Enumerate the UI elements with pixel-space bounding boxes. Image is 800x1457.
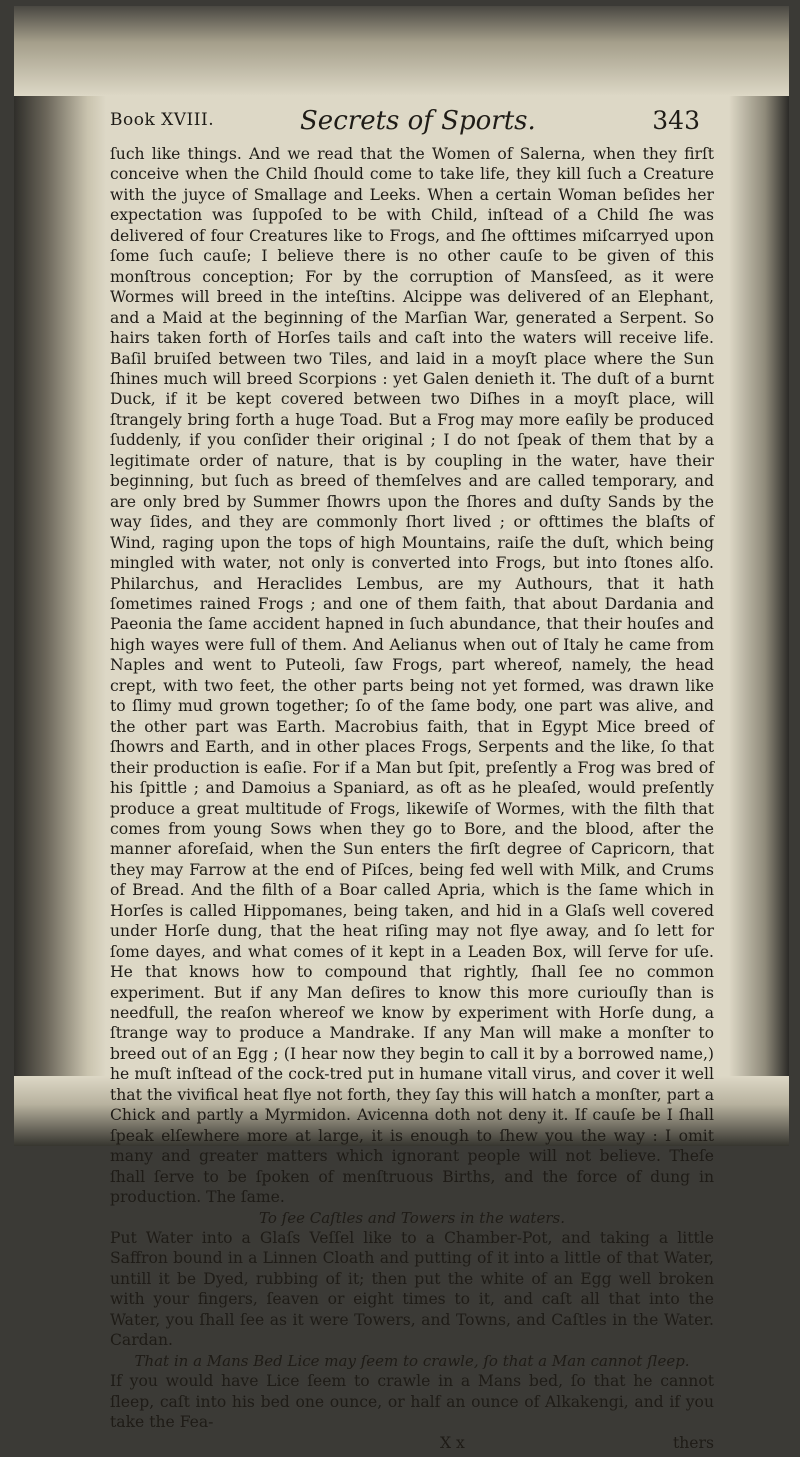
page-gutter-shadow (14, 6, 106, 1146)
running-title: Secrets of Sports. (300, 106, 536, 136)
catchword: thers (673, 1433, 714, 1452)
page-right-edge (729, 6, 789, 1146)
section-heading-castles: To ſee Caſtles and Towers in the waters. (259, 1208, 565, 1227)
page-footer (110, 1433, 714, 1457)
signature-mark: X x (440, 1433, 465, 1452)
section-heading-lice: That in a Mans Bed Lice may ſeem to crawle, ſo that a Man cannot ſleep. (134, 1351, 690, 1370)
body-text (110, 144, 714, 1457)
book-number: Book XVIII. (110, 110, 215, 130)
book-page (14, 6, 789, 1452)
paragraph-castles: Put Water into a Glaſs Veſſel like to a Chamber-Pot, and taking a little Saffron bound in a Linnen Cloath and putting of it into a little of that Water, untill it be Dyed, rubbing of it; then put the white of an Egg well broken with your fingers, ſeaven or eight times to it, and caſt all that into the Water, you ſhall ſee as it were Towers, and Towns, and Caſtles in the Water. Cardan. (110, 1229, 714, 1350)
running-head (110, 106, 700, 136)
paragraph-lice: If you would have Lice ſeem to crawle in a Mans bed, ſo that he cannot ſleep, caſt into his bed one ounce, or half an ounce of Alkakengi, and if you take the Fea- (110, 1372, 714, 1432)
page-number: 343 (652, 106, 700, 135)
page-top-edge (14, 6, 789, 96)
paragraph-main: ſuch like things. And we read that the Women of Salerna, when they firſt conceive when the Child ſhould come to take life, they kill ſuch a Creature with the juyce of Smallage and Leeks. When a certain Woman beſides her expectation was ſuppoſed to be with Child, inſtead of a Child ſhe was delivered of four Creatures like to Frogs, and ſhe ofttimes miſcarryed upon ſome ſuch cauſe; I believe there is no other cauſe to be given of this monſtrous conception; For by the corruption of Mansſeed, as it were Wormes will breed in the inteſtins. Alcippe was delivered of an Elephant, and a Maid at the beginning of the Marſian War, generated a Serpent. So hairs taken forth of Horſes tails and caſt into the waters will receive life. Baſil bruiſed between two Tiles, and laid in a moyſt place where the Sun ſhines much will breed Scorpions : yet Galen denieth it. The duſt of a burnt Duck, if it be kept covered between two Diſhes in a moyſt place, will ſtrangely bring forth a huge Toad. But a Frog may more eaſily be produced ſuddenly, if you conſider their original ; I do not ſpeak of them that by a legitimate order of nature, that is by coupling in the water, have their beginning, but ſuch as breed of themſelves and are called temporary, and are only bred by Summer ſhowrs upon the ſhores and duſty Sands by the way ſides, and they are commonly ſhort lived ; or ofttimes the blaſts of Wind, raging upon the tops of high Mountains, raiſe the duſt, which being mingled with water, not only is converted into Frogs, but into ſtones alſo. Philarchus, and Heraclides Lembus, are my Authours, that it hath ſometimes rained Frogs ; and one of them faith, that about Dardania and Paeonia the ſame accident hapned in ſuch abundance, that their houſes and high wayes were full of them. And Aelianus when out of Italy he came from Naples and went to Puteoli, ſaw Frogs, part whereof, namely, the head crept, with two feet, the other parts being not yet formed, was drawn like to ſlimy mud grown together; ſo of the ſame body, one part was alive, and the other part was Earth. Macrobius faith, that in Egypt Mice breed of ſhowrs and Earth, and in other places Frogs, Serpents and the like, ſo that their production is eaſie. For if a Man but ſpit, preſently a Frog was bred of his ſpittle ; and Damoius a Spaniard, as oft as he pleaſed, would preſently produce a great multitude of Frogs, likewiſe of Wormes, with the filth that comes from young Sows when they go to Bore, and the blood, after the manner aforeſaid, when the Sun enters the firſt degree of Capricorn, that they may Farrow at the end of Piſces, being fed well with Milk, and Crums of Bread. And the filth of a Boar called Apria, which is the ſame which in Horſes is called Hippomanes, being taken, and hid in a Glaſs well covered under Horſe dung, that the heat riſing may not flye away, and ſo lett for ſome dayes, and what comes of it kept in a Leaden Box, will ſerve for uſe. He that knows how to compound that rightly, ſhall ſee no common experiment. But if any Man deſires to know this more curiouſly than is needfull, the reaſon whereof we know by experiment with Horſe dung, a ſtrange way to produce a Mandrake. If any Man will make a monſter to breed out of an Egg ; (I hear now they begin to call it by a borrowed name,) he muſt inſtead of the cock-tred put in humane vitall virus, and cover it well that the vivifical heat flye not forth, they ſay this will hatch a monſter, part a Chick and partly a Myrmidon. Avicenna doth not deny it. If cauſe be I ſhall ſpeak elſewhere more at large, it is enough to ſhew you the way : I omit many and greater matters which ignorant people will not believe. Theſe ſhall ſerve to be ſpoken of menſtruous Births, and the force of dung in production. The ſame. (110, 145, 714, 1207)
